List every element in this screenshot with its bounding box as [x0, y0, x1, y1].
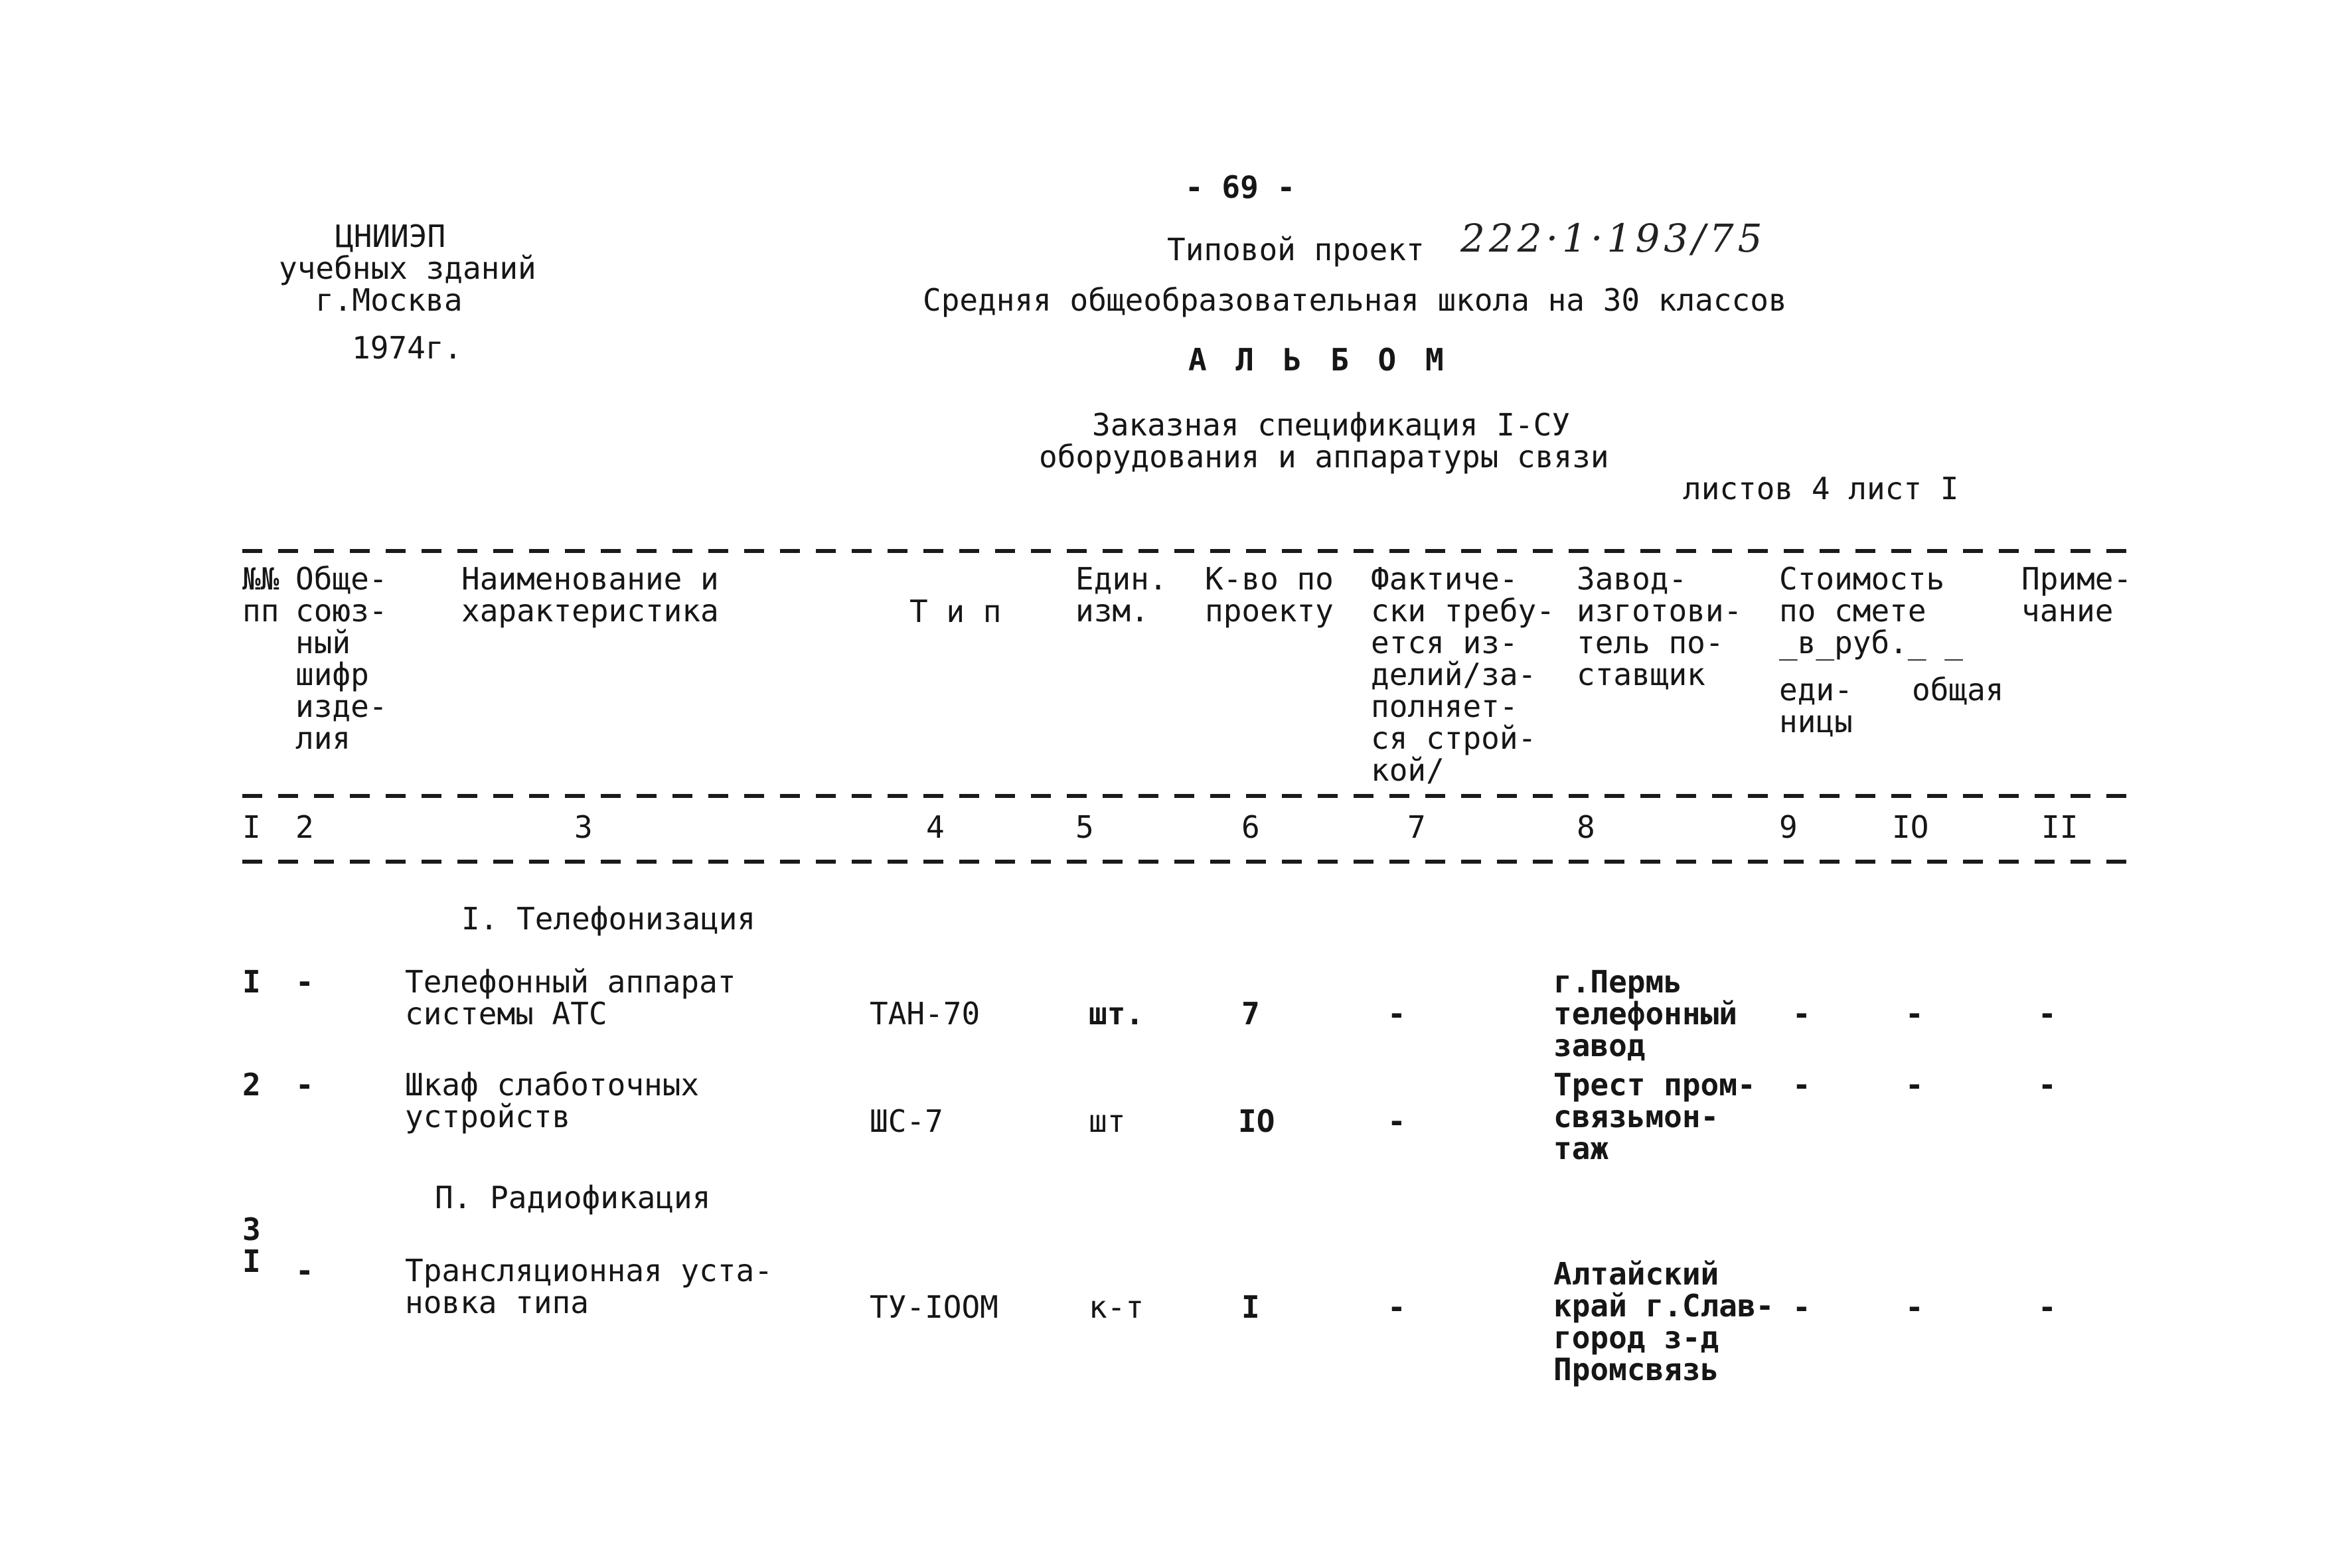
header-code: Обще- союз- ный шифр изде- лия	[295, 561, 388, 756]
spec-title-line1: Заказная спецификация I-СУ	[1092, 407, 1571, 443]
row-note: -	[2038, 1067, 2057, 1103]
row-unit-cost: -	[1792, 1289, 1811, 1325]
row-type: ШС-7	[870, 1103, 943, 1139]
project-label: Типовой проект	[1167, 232, 1425, 268]
column-number: 5	[1075, 809, 1094, 845]
school-title: Средняя общеобразовательная школа на 30 классов	[923, 282, 1787, 318]
table-top-rule	[242, 549, 2131, 553]
org-name: ЦНИИЭП	[335, 218, 446, 254]
row-manufacturer: Трест пром- связьмон- таж	[1553, 1067, 1756, 1166]
row-code: -	[295, 1067, 314, 1103]
row-type: ТУ-IOOМ	[870, 1289, 998, 1325]
column-number: 2	[295, 809, 314, 845]
project-number: 222·1·193/75	[1460, 216, 1766, 261]
header-type: Т и п	[909, 593, 1002, 629]
row-number: 2	[242, 1067, 261, 1103]
header-actual: Фактиче- ски требу- ется из- делий/за- полняет- ся строй- кой/	[1371, 561, 1555, 788]
header-note: Приме- чание	[2021, 561, 2132, 629]
sheet-count: листов 4 лист I	[1683, 471, 1959, 507]
row-manufacturer: г.Пермь телефонный завод	[1553, 964, 1737, 1063]
row-unit-cost: -	[1792, 996, 1811, 1032]
row-total-cost: -	[1905, 1067, 1924, 1103]
column-number: I	[242, 809, 261, 845]
header-manufacturer: Завод- изготови- тель по- ставщик	[1577, 561, 1743, 692]
row-note: -	[2038, 1289, 2057, 1325]
row-quantity: I	[1241, 1289, 1260, 1325]
row-actual: -	[1387, 996, 1406, 1032]
row-unit: шт	[1089, 1103, 1126, 1139]
column-number: 6	[1241, 809, 1260, 845]
row-unit-cost: -	[1792, 1067, 1811, 1103]
row-name: Трансляционная уста- новка типа	[405, 1253, 773, 1320]
page-number: - 69 -	[1185, 169, 1296, 205]
row-actual: -	[1387, 1289, 1406, 1325]
row-name: Шкаф слаботочных устройств	[405, 1067, 700, 1135]
row-quantity: 7	[1241, 996, 1260, 1032]
row-note: -	[2038, 996, 2057, 1032]
header-cost: Стоимость по смете _в_руб._ _	[1779, 561, 1963, 661]
row-number: I	[242, 964, 261, 1000]
org-city: г.Москва	[315, 282, 463, 318]
row-unit: шт.	[1089, 996, 1144, 1032]
header-quantity: К-во по проекту	[1205, 561, 1334, 629]
row-number: 3 I	[242, 1212, 261, 1279]
header-unit: Един. изм.	[1075, 561, 1168, 629]
header-total-cost: общая	[1912, 672, 2004, 708]
numbers-bottom-rule	[242, 860, 2131, 864]
row-quantity: IO	[1238, 1103, 1275, 1139]
org-dept: учебных зданий	[279, 250, 536, 286]
org-year: 1974г.	[352, 330, 463, 366]
section-heading: П. Радиофикация	[435, 1180, 711, 1215]
column-number: IO	[1892, 809, 1929, 845]
row-name: Телефонный аппарат системы АТС	[405, 964, 736, 1032]
row-total-cost: -	[1905, 1289, 1924, 1325]
column-number: 3	[574, 809, 593, 845]
row-unit: к-т	[1089, 1289, 1144, 1325]
header-bottom-rule	[242, 794, 2131, 798]
album-title: А Л Ь Б О М	[1188, 342, 1449, 378]
section-heading: I. Телефонизация	[461, 901, 756, 937]
row-actual: -	[1387, 1103, 1406, 1139]
spec-title-line2: оборудования и аппаратуры связи	[1039, 439, 1609, 475]
header-unit-cost: еди- ницы	[1779, 672, 1853, 740]
row-type: ТАН-70	[870, 996, 980, 1032]
column-number: 4	[926, 809, 945, 845]
column-number: 8	[1577, 809, 1595, 845]
header-name: Наименование и характеристика	[461, 561, 719, 629]
row-total-cost: -	[1905, 996, 1924, 1032]
column-number: 7	[1407, 809, 1426, 845]
row-code: -	[295, 964, 314, 1000]
column-number: II	[2041, 809, 2078, 845]
column-number: 9	[1779, 809, 1798, 845]
row-code: -	[295, 1253, 314, 1289]
header-number: №№ пп	[242, 561, 279, 629]
row-manufacturer: Алтайский край г.Слав- город з-д Промсвязь	[1553, 1256, 1774, 1387]
